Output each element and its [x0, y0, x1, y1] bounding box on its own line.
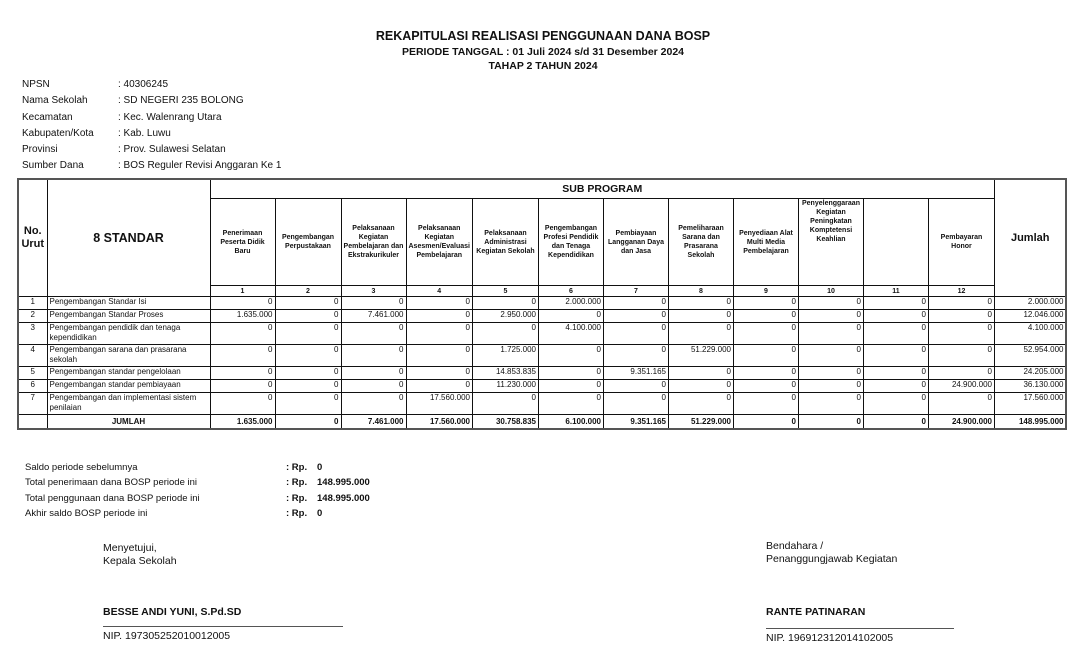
cell-value: 0 — [472, 297, 538, 310]
subprogram-column-number: 1 — [210, 286, 275, 297]
no-urut-header: No. Urut — [18, 179, 47, 297]
signature-role-line2: Penanggungjawab Kegiatan — [766, 552, 898, 565]
table-row — [18, 393, 1066, 415]
cell-value: 0 — [538, 367, 603, 380]
cell-value: 0 — [928, 345, 994, 367]
cell-value: 0 — [603, 380, 668, 393]
cell-value: 17.560.000 — [406, 393, 472, 415]
info-label: NPSN — [22, 79, 50, 90]
cell-value: 0 — [668, 393, 733, 415]
signature-treasurer — [766, 540, 898, 644]
summary-row — [25, 477, 370, 492]
info-row — [22, 95, 281, 111]
subprogram-column-header — [863, 199, 928, 286]
subprogram-column-header: Penerimaan Peserta Didik Baru — [210, 199, 275, 286]
summary-row — [25, 493, 370, 508]
signature-nip: NIP. 197305252010012005 — [103, 630, 231, 642]
summary-row — [25, 508, 370, 523]
info-row — [22, 128, 281, 144]
cell-value: 0 — [406, 345, 472, 367]
cell-value: 0 — [603, 393, 668, 415]
row-total: 52.954.000 — [994, 345, 1066, 367]
cell-value: 0 — [733, 310, 798, 323]
info-value: : Kec. Walenrang Utara — [118, 111, 222, 123]
cell-value: 0 — [275, 310, 341, 323]
cell-value: 0 — [538, 345, 603, 367]
cell-value: 7.461.000 — [341, 310, 406, 323]
row-number: 3 — [18, 323, 47, 345]
cell-value: 0 — [733, 323, 798, 345]
standar-header: 8 STANDAR — [47, 179, 210, 297]
cell-value: 0 — [863, 297, 928, 310]
column-total: 0 — [275, 415, 341, 430]
cell-value: 0 — [668, 367, 733, 380]
info-row — [22, 79, 281, 95]
info-row — [22, 160, 281, 176]
cell-value: 0 — [341, 323, 406, 345]
cell-value: 0 — [210, 297, 275, 310]
column-total: 24.900.000 — [928, 415, 994, 430]
subprogram-column-number: 11 — [863, 286, 928, 297]
column-total: 0 — [863, 415, 928, 430]
subprogram-column-header: Pelaksanaan Kegiatan Pembelajaran dan Ekstrakurikuler — [341, 199, 406, 286]
row-total: 36.130.000 — [994, 380, 1066, 393]
cell-value: 0 — [798, 297, 863, 310]
cell-value: 0 — [210, 367, 275, 380]
subprogram-column-number: 8 — [668, 286, 733, 297]
cell-value: 0 — [863, 323, 928, 345]
cell-value: 0 — [863, 380, 928, 393]
subprogram-column-header: Pengembangan Profesi Pendidik dan Tenaga Kependidikan — [538, 199, 603, 286]
column-total: 0 — [798, 415, 863, 430]
report-title: REKAPITULASI REALISASI PENGGUNAAN DANA BOSP — [375, 29, 711, 43]
table-row — [18, 310, 1066, 323]
info-label: Kecamatan — [22, 111, 73, 123]
subprogram-column-header: Penyediaan Alat Multi Media Pembelajaran — [733, 199, 798, 286]
subprogram-column-header: Pengembangan Perpustakaan — [275, 199, 341, 286]
column-total: 6.100.000 — [538, 415, 603, 430]
cell-value: 1.635.000 — [210, 310, 275, 323]
table-row — [18, 345, 1066, 367]
cell-value: 0 — [798, 393, 863, 415]
cell-value: 14.853.835 — [472, 367, 538, 380]
report-stage: TAHAP 2 TAHUN 2024 — [488, 60, 598, 72]
info-value: : Prov. Sulawesi Selatan — [118, 144, 226, 156]
row-number: 6 — [18, 380, 47, 393]
cell-value: 0 — [668, 380, 733, 393]
subprogram-column-number: 3 — [341, 286, 406, 297]
cell-value: 0 — [406, 297, 472, 310]
table-row — [18, 297, 1066, 310]
cell-value: 0 — [275, 297, 341, 310]
table-row — [18, 367, 1066, 380]
subprogram-column-number: 12 — [928, 286, 994, 297]
column-total: 1.635.000 — [210, 415, 275, 430]
summary-value: 0 — [317, 507, 323, 519]
cell-value: 0 — [210, 393, 275, 415]
cell-value: 0 — [668, 310, 733, 323]
cell-value: 0 — [798, 323, 863, 345]
standar-name: Pengembangan Standar Isi — [47, 297, 210, 310]
summary-value: 148.995.000 — [317, 477, 370, 489]
row-total: 17.560.000 — [994, 393, 1066, 415]
cell-value: 2.000.000 — [538, 297, 603, 310]
cell-value: 2.950.000 — [472, 310, 538, 323]
currency-prefix: : Rp. — [286, 477, 308, 489]
cell-value: 51.229.000 — [668, 345, 733, 367]
cell-value: 0 — [341, 297, 406, 310]
cell-value: 0 — [928, 367, 994, 380]
subprogram-column-header: Pemeliharaan Sarana dan Prasarana Sekolah — [668, 199, 733, 286]
currency-prefix: : Rp. — [286, 462, 308, 473]
info-value: : SD NEGERI 235 BOLONG — [118, 95, 244, 107]
cell-value: 0 — [472, 323, 538, 345]
cell-value: 1.725.000 — [472, 345, 538, 367]
row-total: 2.000.000 — [994, 297, 1066, 310]
cell-value: 24.900.000 — [928, 380, 994, 393]
summary-label: Total penerimaan dana BOSP periode ini — [25, 477, 197, 489]
cell-value: 0 — [733, 297, 798, 310]
signature-line — [766, 628, 954, 629]
currency-prefix: : Rp. — [286, 492, 308, 504]
cell-value: 0 — [733, 393, 798, 415]
cell-value: 0 — [210, 380, 275, 393]
cell-value: 0 — [733, 367, 798, 380]
cell-value: 0 — [928, 310, 994, 323]
cell-value: 0 — [928, 297, 994, 310]
signature-role-line1: Menyetujui, — [103, 542, 157, 554]
cell-value: 0 — [406, 323, 472, 345]
cell-value: 0 — [603, 345, 668, 367]
subprogram-column-header: Penyelenggaraan Kegiatan Peningkatan Komptetensi Keahlian — [798, 199, 863, 286]
cell-value: 0 — [472, 393, 538, 415]
subprogram-column-number: 9 — [733, 286, 798, 297]
cell-value: 0 — [275, 393, 341, 415]
info-value: : Kab. Luwu — [118, 127, 171, 139]
cell-value: 0 — [406, 380, 472, 393]
balance-summary — [25, 462, 370, 523]
summary-row — [25, 462, 370, 477]
cell-value: 0 — [275, 345, 341, 367]
currency-prefix: : Rp. — [286, 507, 308, 519]
school-info — [22, 79, 281, 177]
table-row — [18, 323, 1066, 345]
subprogram-column-header: Pembiayaan Langganan Daya dan Jasa — [603, 199, 668, 286]
info-label: Nama Sekolah — [22, 95, 88, 107]
subprogram-column-number: 6 — [538, 286, 603, 297]
column-total: 17.560.000 — [406, 415, 472, 430]
cell-value: 0 — [863, 367, 928, 380]
subprogram-header: SUB PROGRAM — [210, 179, 994, 199]
summary-value: 148.995.000 — [317, 492, 370, 504]
cell-value: 0 — [275, 323, 341, 345]
subprogram-column-number: 10 — [798, 286, 863, 297]
cell-value: 0 — [406, 367, 472, 380]
info-label: Kabupaten/Kota — [22, 127, 94, 139]
info-row — [22, 112, 281, 128]
standar-name: Pengembangan Standar Proses — [47, 310, 210, 323]
cell-value: 0 — [928, 323, 994, 345]
subprogram-column-header: Pelaksanaan Administrasi Kegiatan Sekolah — [472, 199, 538, 286]
cell-value: 0 — [668, 297, 733, 310]
recap-table — [17, 178, 1067, 430]
column-total: 30.758.835 — [472, 415, 538, 430]
table-row — [18, 380, 1066, 393]
cell-value: 0 — [603, 297, 668, 310]
cell-value: 0 — [668, 323, 733, 345]
info-value: : 40306245 — [118, 79, 169, 90]
column-total: 0 — [733, 415, 798, 430]
row-number: 4 — [18, 345, 47, 367]
cell-value: 0 — [798, 345, 863, 367]
cell-value: 0 — [863, 310, 928, 323]
signature-role-line2: Kepala Sekolah — [103, 554, 177, 567]
cell-value: 0 — [928, 393, 994, 415]
total-label: JUMLAH — [47, 415, 210, 430]
info-label: Provinsi — [22, 144, 58, 156]
signature-name: RANTE PATINARAN — [766, 606, 866, 618]
cell-value: 0 — [406, 310, 472, 323]
standar-name: Pengembangan sarana dan prasarana sekolah — [47, 345, 210, 367]
column-total: 9.351.165 — [603, 415, 668, 430]
row-number: 2 — [18, 310, 47, 323]
cell-value: 0 — [798, 367, 863, 380]
column-total: 7.461.000 — [341, 415, 406, 430]
cell-value: 0 — [538, 393, 603, 415]
subprogram-column-number: 4 — [406, 286, 472, 297]
row-total: 4.100.000 — [994, 323, 1066, 345]
cell-value: 0 — [798, 380, 863, 393]
row-number: 1 — [18, 297, 47, 310]
row-total: 24.205.000 — [994, 367, 1066, 380]
standar-name: Pengembangan dan implementasi sistem penilaian — [47, 393, 210, 415]
standar-name: Pengembangan standar pengelolaan — [47, 367, 210, 380]
subprogram-column-header: Pelaksanaan Kegiatan Asesmen/Evaluasi Pembelajaran — [406, 199, 472, 286]
subprogram-column-number: 5 — [472, 286, 538, 297]
cell-value: 4.100.000 — [538, 323, 603, 345]
row-total: 12.046.000 — [994, 310, 1066, 323]
signature-principal — [103, 542, 242, 642]
cell-value: 0 — [341, 367, 406, 380]
summary-value: 0 — [317, 462, 323, 473]
total-row — [18, 415, 1066, 430]
signature-role-line1: Bendahara / — [766, 540, 824, 552]
cell-value: 0 — [733, 345, 798, 367]
subprogram-column-number: 7 — [603, 286, 668, 297]
standar-name: Pengembangan standar pembiayaan — [47, 380, 210, 393]
report-period: PERIODE TANGGAL : 01 Juli 2024 s/d 31 Desember 2024 — [401, 46, 685, 58]
summary-label: Saldo periode sebelumnya — [25, 462, 138, 473]
cell-value: 0 — [733, 380, 798, 393]
cell-value: 11.230.000 — [472, 380, 538, 393]
cell-value: 0 — [210, 345, 275, 367]
cell-value: 0 — [341, 393, 406, 415]
signature-name: BESSE ANDI YUNI, S.Pd.SD — [103, 606, 242, 618]
column-total: 51.229.000 — [668, 415, 733, 430]
summary-label: Akhir saldo BOSP periode ini — [25, 507, 148, 519]
cell-value: 0 — [341, 345, 406, 367]
cell-value: 0 — [798, 310, 863, 323]
cell-value: 0 — [275, 380, 341, 393]
cell-value: 0 — [603, 323, 668, 345]
signature-nip: NIP. 196912312014102005 — [766, 632, 894, 644]
row-number: 5 — [18, 367, 47, 380]
summary-label: Total penggunaan dana BOSP periode ini — [25, 492, 200, 504]
cell-value: 0 — [863, 345, 928, 367]
cell-value: 0 — [538, 310, 603, 323]
grand-total: 148.995.000 — [994, 415, 1066, 430]
standar-name: Pengembangan pendidik dan tenaga kependidikan — [47, 323, 210, 345]
cell-value: 0 — [863, 393, 928, 415]
row-number: 7 — [18, 393, 47, 415]
total-empty-cell — [18, 415, 47, 430]
cell-value: 0 — [538, 380, 603, 393]
cell-value: 9.351.165 — [603, 367, 668, 380]
info-label: Sumber Dana — [22, 160, 84, 172]
signature-line — [103, 626, 343, 627]
subprogram-column-header: Pembayaran Honor — [928, 199, 994, 286]
jumlah-header: Jumlah — [994, 179, 1066, 297]
cell-value: 0 — [341, 380, 406, 393]
info-value: : BOS Reguler Revisi Anggaran Ke 1 — [118, 160, 282, 172]
cell-value: 0 — [210, 323, 275, 345]
cell-value: 0 — [603, 310, 668, 323]
subprogram-column-number: 2 — [275, 286, 341, 297]
cell-value: 0 — [275, 367, 341, 380]
info-row — [22, 144, 281, 160]
